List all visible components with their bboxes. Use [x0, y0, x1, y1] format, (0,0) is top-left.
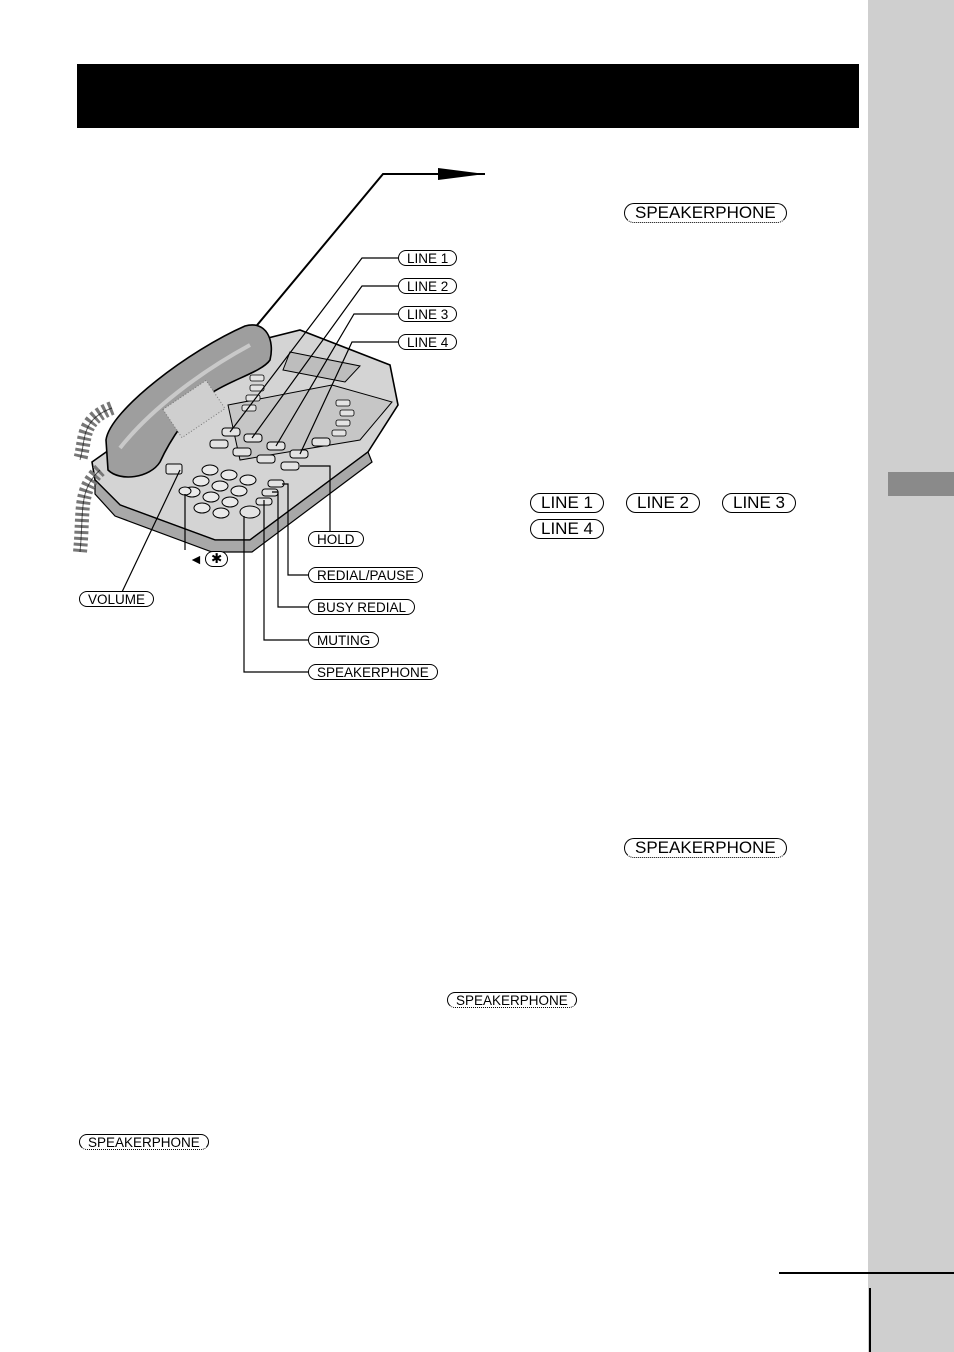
- label-busy-redial: BUSY REDIAL: [308, 599, 415, 615]
- key-line-1: LINE 1: [530, 493, 604, 513]
- arrow-head: [438, 168, 485, 180]
- key-speakerphone-mid: SPEAKERPHONE: [624, 838, 787, 858]
- star-arrow-icon: ◄: [189, 551, 203, 567]
- label-muting: MUTING: [308, 632, 379, 648]
- star-key-icon: ✱: [205, 551, 228, 567]
- key-speakerphone-inline: SPEAKERPHONE: [447, 992, 577, 1008]
- key-speakerphone-bottom: SPEAKERPHONE: [79, 1134, 209, 1150]
- label-volume: VOLUME: [79, 591, 154, 607]
- label-hold: HOLD: [308, 531, 364, 547]
- label-speakerphone: SPEAKERPHONE: [308, 664, 438, 680]
- key-speakerphone-top: SPEAKERPHONE: [624, 203, 787, 223]
- key-line-4: LINE 4: [530, 519, 604, 539]
- volume-switch: [166, 464, 182, 474]
- label-line-3: LINE 3: [398, 306, 457, 322]
- key-line-2: LINE 2: [626, 493, 700, 513]
- label-line-2: LINE 2: [398, 278, 457, 294]
- label-line-1: LINE 1: [398, 250, 457, 266]
- label-redial-pause: REDIAL/PAUSE: [308, 567, 423, 583]
- label-line-4: LINE 4: [398, 334, 457, 350]
- key-line-3: LINE 3: [722, 493, 796, 513]
